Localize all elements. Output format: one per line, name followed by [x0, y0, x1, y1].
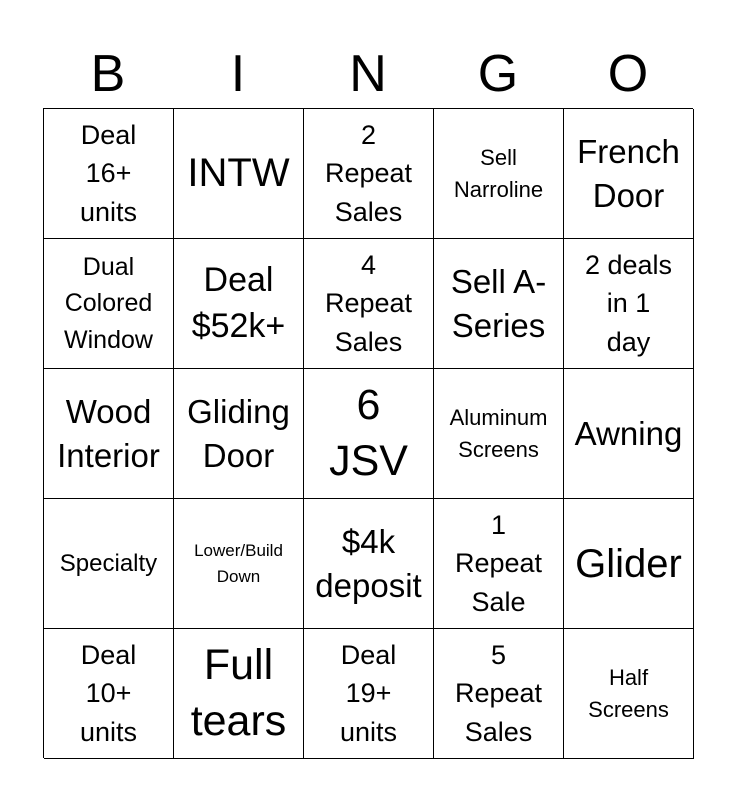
cell-label: Wood Interior	[57, 392, 160, 474]
cell-label: Aluminum Screens	[449, 405, 548, 462]
bingo-cell[interactable]	[174, 239, 304, 369]
bingo-cell[interactable]	[44, 499, 174, 629]
bingo-cell[interactable]	[44, 629, 174, 759]
bingo-cell[interactable]	[564, 109, 694, 239]
bingo-cell[interactable]	[564, 369, 694, 499]
bingo-cell[interactable]	[434, 629, 564, 759]
cell-label: 5 Repeat Sales	[454, 639, 543, 747]
bingo-cell[interactable]	[304, 369, 434, 499]
bingo-cell[interactable]	[174, 629, 304, 759]
bingo-cell[interactable]	[434, 499, 564, 629]
bingo-cell[interactable]	[434, 109, 564, 239]
bingo-cell[interactable]	[304, 499, 434, 629]
cell-label: Lower/Build Down	[194, 541, 283, 586]
bingo-cell[interactable]	[564, 239, 694, 369]
cell-label: Gliding Door	[187, 392, 290, 474]
header-letter-g: G	[477, 45, 519, 103]
cell-label: Dual Colored Window	[64, 253, 153, 354]
cell-label: Sell A- Series	[450, 262, 547, 344]
bingo-cell[interactable]	[174, 369, 304, 499]
cell-label: Deal 10+ units	[79, 639, 138, 747]
header-letter-n: N	[349, 45, 387, 103]
cell-label: 1 Repeat Sale	[454, 509, 543, 617]
cell-label: Half Screens	[588, 665, 669, 722]
cell-label: Deal $52k+	[191, 261, 286, 345]
bingo-cell[interactable]	[434, 369, 564, 499]
bingo-cell[interactable]	[564, 499, 694, 629]
bingo-cell[interactable]	[304, 109, 434, 239]
bingo-cell[interactable]	[304, 629, 434, 759]
cell-label: Awning	[574, 414, 683, 452]
cell-label: $4k deposit	[315, 522, 422, 604]
bingo-cell[interactable]	[564, 629, 694, 759]
cell-label: Deal 19+ units	[339, 639, 398, 747]
cell-label: French Door	[577, 132, 680, 214]
cell-label: Sell Narroline	[453, 145, 544, 202]
header-letter-o: O	[607, 45, 649, 103]
cell-label: 2 Repeat Sales	[324, 119, 413, 227]
bingo-cell[interactable]	[174, 109, 304, 239]
bingo-cell[interactable]	[44, 239, 174, 369]
bingo-cell[interactable]	[174, 499, 304, 629]
header-letter-b: B	[90, 45, 126, 103]
cell-label: 4 Repeat Sales	[324, 249, 413, 357]
cell-label: 6 JSV	[329, 380, 408, 485]
bingo-cell[interactable]	[44, 369, 174, 499]
header-letter-i: I	[230, 45, 246, 103]
cell-label: Glider	[575, 541, 682, 586]
bingo-cell[interactable]	[434, 239, 564, 369]
cell-label: Specialty	[59, 549, 158, 577]
bingo-cell[interactable]	[304, 239, 434, 369]
bingo-board	[43, 108, 693, 758]
cell-label: Full tears	[190, 640, 287, 745]
bingo-cell[interactable]	[44, 109, 174, 239]
cell-label: 2 deals in 1 day	[584, 249, 673, 357]
cell-label: INTW	[187, 150, 290, 195]
bingo-header	[43, 40, 693, 108]
cell-label: Deal 16+ units	[79, 119, 138, 227]
